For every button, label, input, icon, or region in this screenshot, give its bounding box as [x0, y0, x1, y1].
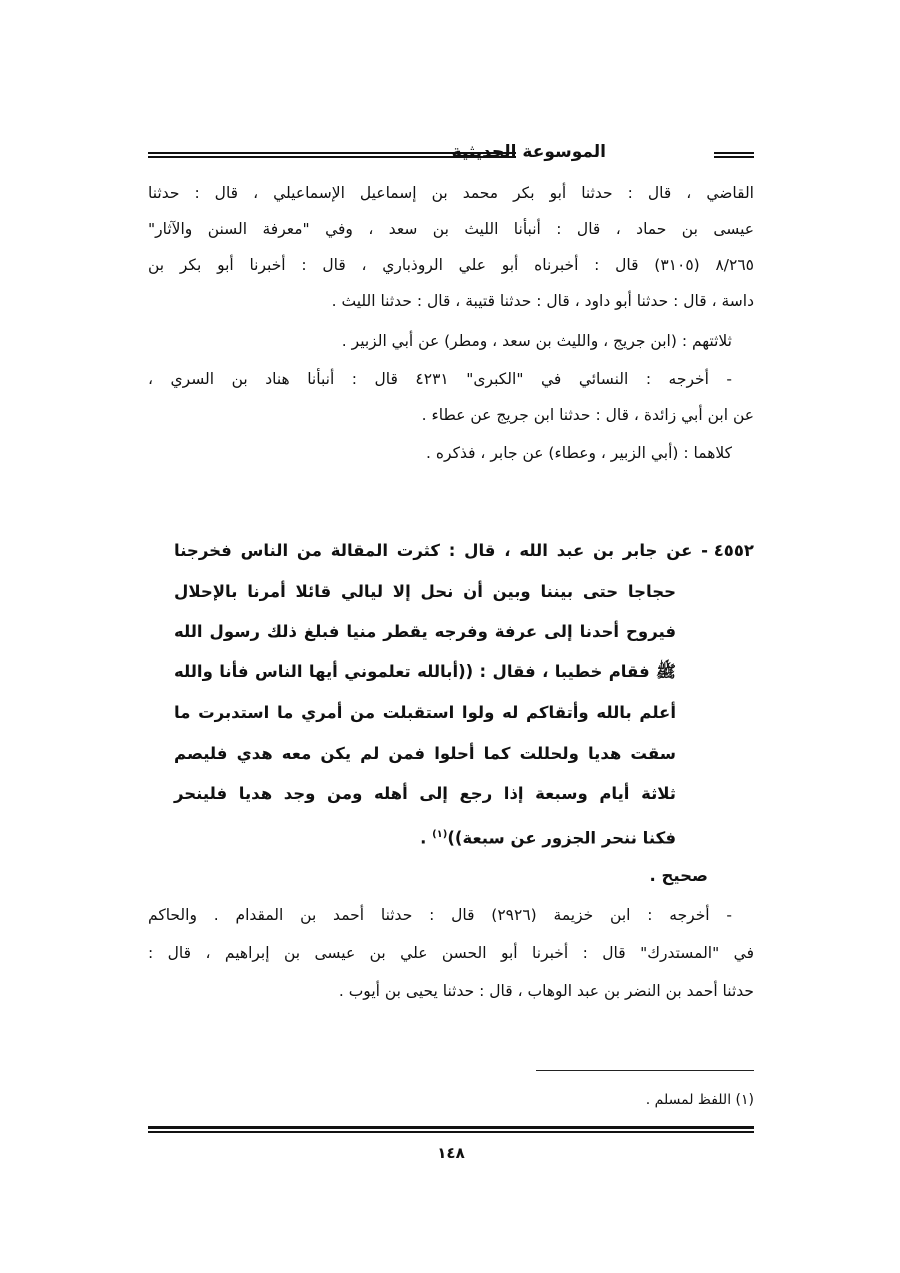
footnote: (١) اللفظ لمسلم . — [645, 1092, 754, 1108]
hadith-last-text: فكنا ننحر الجزور عن سبعة)) — [447, 828, 676, 848]
paragraph-line: القاضي ، قال : حدثنا أبو بكر محمد بن إسماعيل الإسماعيلي ، قال : حدثنا — [148, 184, 754, 202]
header-title: الموسوعة الحديثية — [451, 142, 606, 162]
header-rule-right — [714, 152, 754, 158]
hadith-line: ﷺ فقام خطيبا ، فقال : ((أبالله تعلموني أيها الناس فأنا والله — [174, 662, 676, 681]
footer-rule — [148, 1126, 754, 1133]
hadith-line: ثلاثة أيام وسبعة إذا رجع إلى أهله ومن وجد هديا فلينحر — [174, 784, 676, 803]
paragraph-line: داسة ، قال : حدثنا أبو داود ، قال : حدثنا قتيبة ، قال : حدثنا الليث . — [331, 292, 754, 310]
document-page — [148, 140, 754, 1160]
hadith-grade: صحيح . — [649, 866, 708, 885]
hadith-line: أعلم بالله وأتقاكم له ولوا استقبلت من أمري ما استدبرت ما — [174, 703, 676, 722]
hadith-number: ٤٥٥٢ — [713, 541, 754, 560]
page-number: ١٤٨ — [437, 1144, 465, 1162]
paragraph-line: ٨/٢٦٥ (٣١٠٥) قال : أخبرناه أبو علي الروذباري ، قال : أخبرنا أبو بكر بن — [148, 256, 754, 274]
narrators-line: ثلاثتهم : (ابن جريج ، والليث بن سعد ، ومطر) عن أبي الزبير . — [341, 332, 732, 350]
hadith-line: حجاجا حتى بيننا وبين أن نحل إلا ليالي قائلا أمرنا بالإحلال — [174, 582, 676, 601]
running-header — [148, 140, 754, 176]
takhrij-line: حدثنا أحمد بن النضر بن عبد الوهاب ، قال : حدثنا يحيى بن أيوب . — [338, 982, 754, 1000]
footnote-separator — [536, 1070, 754, 1071]
hadith-line: فيروح أحدنا إلى عرفة وفرجه يقطر منيا فبلغ ذلك رسول الله — [174, 622, 676, 641]
hadith-line: سقت هديا ولحللت كما أحلوا فمن لم يكن معه هدي فليصم — [174, 744, 676, 763]
paragraph-line: عيسى بن حماد ، قال : أنبأنا الليث بن سعد ، وفي "معرفة السنن والآثار" — [148, 220, 754, 238]
paragraph-line: عن ابن أبي زائدة ، قال : حدثنا ابن جريج عن عطاء . — [421, 406, 754, 424]
takhrij-line: في "المستدرك" قال : أخبرنا أبو الحسن علي بن عيسى بن إبراهيم ، قال : — [148, 944, 754, 962]
takhrij-line: - أخرجه : ابن خزيمة (٢٩٢٦) قال : حدثنا أحمد بن المقدام . والحاكم — [148, 906, 732, 924]
narrators-line: كلاهما : (أبي الزبير ، وعطاء) عن جابر ، فذكره . — [426, 444, 732, 462]
hadith-last-line — [420, 823, 676, 851]
paragraph-line: - أخرجه : النسائي في "الكبرى" ٤٢٣١ قال : أنبأنا هناد بن السري ، — [148, 370, 732, 388]
footnote-marker: (١) — [432, 829, 448, 840]
hadith-line: - عن جابر بن عبد الله ، قال : كثرت المقالة من الناس فخرجنا — [174, 541, 708, 560]
hadith-last-end: . — [420, 828, 433, 848]
